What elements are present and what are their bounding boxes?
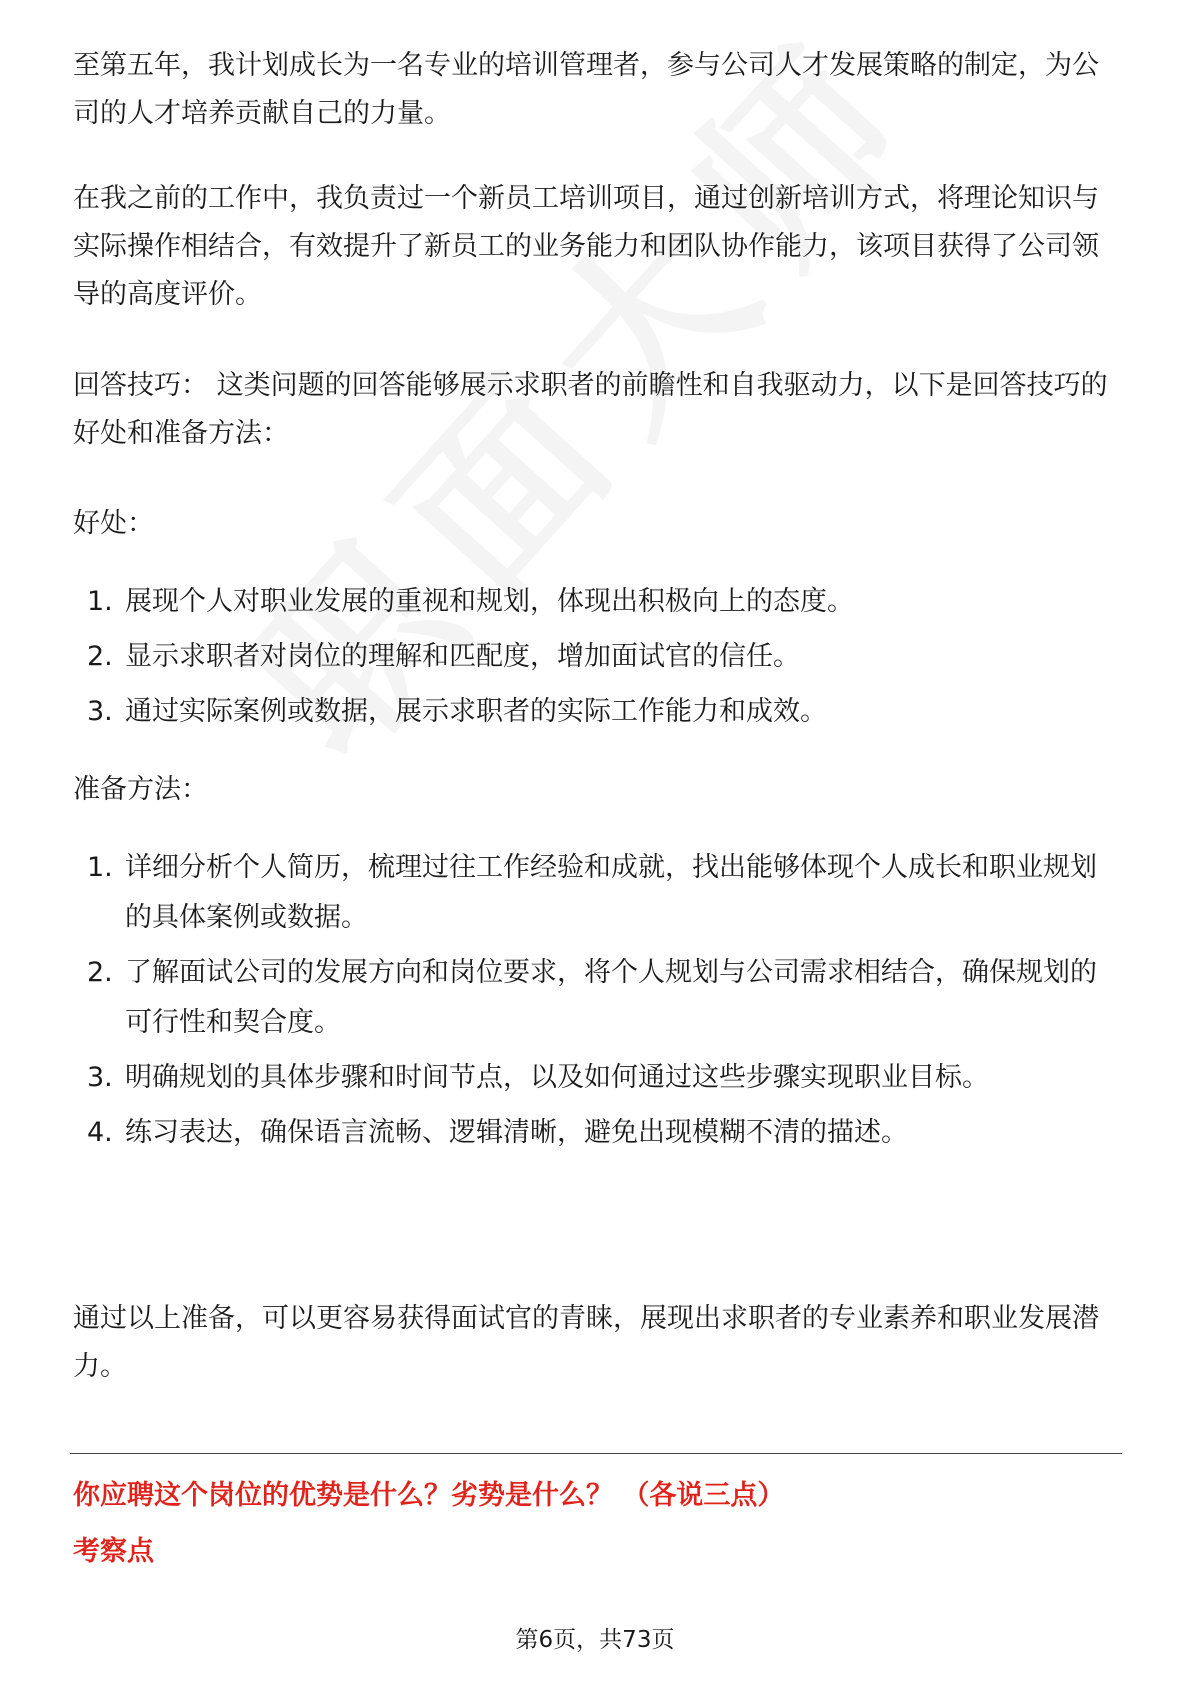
prep-methods-heading: 准备方法：	[73, 774, 208, 805]
prep-methods-list	[73, 843, 1123, 1163]
next-question-title: 你应聘这个岗位的优势是什么？劣势是什么？ （各说三点）	[73, 1480, 785, 1511]
next-question-subheading: 考察点	[73, 1536, 154, 1567]
benefits-heading: 好处：	[73, 508, 154, 539]
list-number: 4.	[87, 1117, 113, 1148]
paragraph-conclusion: 通过以上准备，可以更容易获得面试官的青睐，展现出求职者的专业素养和职业发展潜力。	[73, 1303, 1099, 1382]
paragraph-career-plan-year-five: 至第五年，我计划成长为一名专业的培训管理者，参与公司人才发展策略的制定，为公司的人才培养贡献自己的力量。	[73, 50, 1099, 129]
list-number: 2.	[87, 957, 113, 988]
list-item	[73, 1108, 1123, 1158]
list-item-text: 明确规划的具体步骤和时间节点，以及如何通过这些步骤实现职业目标。	[125, 1062, 989, 1093]
list-item-text: 练习表达，确保语言流畅、逻辑清晰，避免出现模糊不清的描述。	[125, 1117, 908, 1148]
list-item-text: 通过实际案例或数据，展示求职者的实际工作能力和成效。	[125, 696, 827, 727]
list-number: 2.	[87, 641, 113, 672]
list-item	[73, 948, 1123, 1048]
list-item-text: 详细分析个人简历，梳理过往工作经验和成就，找出能够体现个人成长和职业规划的具体案例或数据。	[125, 852, 1097, 933]
list-item-text: 展现个人对职业发展的重视和规划，体现出积极向上的态度。	[125, 586, 854, 617]
list-item	[73, 843, 1123, 943]
benefits-list	[73, 577, 1123, 742]
list-number: 1.	[87, 852, 113, 883]
page-number-footer: 第6页，共73页	[515, 1627, 675, 1653]
list-item-text: 了解面试公司的发展方向和岗位要求，将个人规划与公司需求相结合，确保规划的可行性和契合度。	[125, 957, 1097, 1038]
list-item-text: 显示求职者对岗位的理解和匹配度，增加面试官的信任。	[125, 641, 800, 672]
section-divider	[70, 1453, 1122, 1454]
list-number: 1.	[87, 586, 113, 617]
list-item	[73, 1053, 1123, 1103]
list-item	[73, 632, 1123, 682]
paragraph-past-experience: 在我之前的工作中，我负责过一个新员工培训项目，通过创新培训方式，将理论知识与实际操作相结合，有效提升了新员工的业务能力和团队协作能力，该项目获得了公司领导的高度评价。	[73, 183, 1099, 310]
list-number: 3.	[87, 1062, 113, 1093]
paragraph-answer-tips: 回答技巧： 这类问题的回答能够展示求职者的前瞻性和自我驱动力，以下是回答技巧的好处和准备方法：	[73, 370, 1108, 449]
list-item	[73, 687, 1123, 737]
list-item	[73, 577, 1123, 627]
list-number: 3.	[87, 696, 113, 727]
